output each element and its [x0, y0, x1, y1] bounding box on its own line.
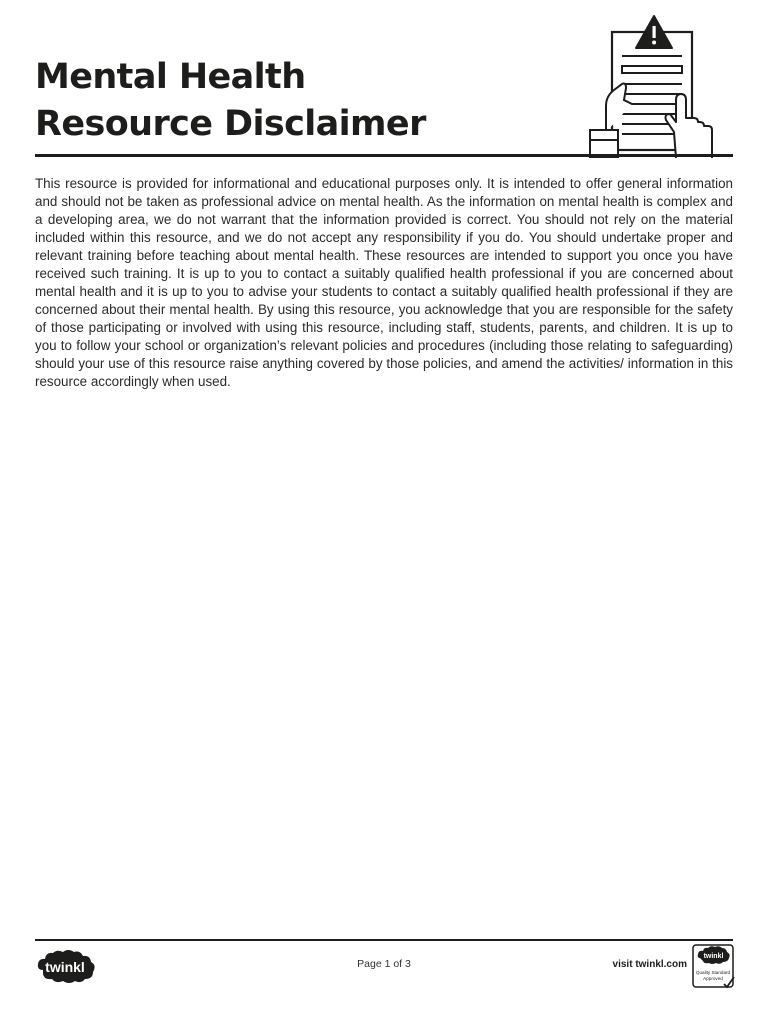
clipboard-warning-hands-icon [584, 14, 718, 158]
title-line-2: Resource Disclaimer [35, 104, 426, 144]
badge-line-2: Approved [703, 976, 723, 981]
disclaimer-paragraph: This resource is provided for informational and educational purposes only. It is intended to offer general information and should not be taken as professional advice on mental health. As the information on mental health is complex and a developing area, we do not warrant that the information provided is correct. You should not rely on the material included within this resource, and we do not accept any responsibility if you do. You should undertake proper and relevant training before teaching about mental health. These resources are intended to support you once you have received such training. It is up to you to contact a suitably qualified health professional if you are concerned about mental health and it is up to you to advise your students to contact a suitably qualified health professional if they are concerned about their mental health. By using this resource, you acknowledge that you are responsible for the safety of those participating or involved with using this resource, including staff, students, parents, and children. It is up to you to follow your school or organization’s relevant policies and procedures (including those relating to safeguarding) should your use of this resource raise anything covered by those policies, and amend the activities/ information in this resource accordingly when used. [35, 176, 733, 389]
page-number: Page 1 of 3 [357, 958, 411, 970]
badge-line-1: Quality Standard [695, 970, 731, 975]
visit-link[interactable]: visit twinkl.com [612, 959, 687, 970]
quality-standard-badge [692, 944, 736, 990]
page-title [35, 54, 555, 148]
badge-logo-wordmark: twinkl [703, 953, 724, 960]
header-divider [35, 154, 733, 157]
title-line-1: Mental Health [35, 57, 306, 97]
twinkl-logo [35, 948, 97, 986]
logo-wordmark: twinkl [45, 959, 85, 975]
footer-divider [35, 939, 733, 941]
